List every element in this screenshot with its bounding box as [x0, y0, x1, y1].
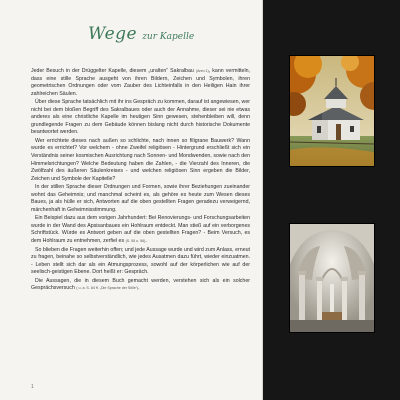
paragraph-reference: (S. 55 u. 56)	[125, 239, 146, 244]
paragraph-text-tail: , kann vermitteln, dass eine stille Sprache ausgeht von ihren Bildern, Zeichen und Symbolen, ihren geometrischen Ordnungen oder vom Zauber des Lichteinfalls in den Heiligen Hain ihrer zahlreichen Säulen.	[31, 68, 250, 97]
body-paragraph	[31, 138, 250, 183]
paragraph-text-tail: .	[145, 238, 147, 245]
chapter-title-rest: zur Kapelle	[142, 32, 195, 42]
paragraph-text-tail: .	[138, 285, 140, 292]
body-paragraph	[31, 215, 250, 245]
page-number: 1	[31, 384, 34, 390]
body-paragraph	[31, 68, 250, 98]
paragraph-text: Ein Beispiel dazu aus dem vorigen Jahrhundert: Bei Renovierungs- und Forschungsarbeiten wurde in der Wand des Apsisanbaues ein Hohlraum entdeckt. Man stieß auf ein verborgenes Schriftstück. Würde es Antwort geben auf die oben gestellten Fragen? - Beim Versuch, es dem Hohlraum zu entnehmen, zerfiel es	[31, 215, 250, 245]
paragraph-text: In der stillen Sprache dieser Ordnungen und Formen, sowie ihrer Beziehungen zueinander wohnt das Geheimnis; und manchmal scheint es, als gehöre es heute zum Wesen dieses Baues, ja als hülle er sich, Antworten auf die oben gestellten Fragen geradezu verweigernd, märchenhaft in Geheimnisstimmung.	[31, 184, 250, 213]
paragraph-text: So blieben die Fragen weiterhin offen; und jede Aussage wurde und wird zum Anlass, erneut zu fragen, beinahe so selbstverständlich, wie jedes Ausatmen dazu führt, wieder einzuatmen. - Leben stellt sich dar als ein Atmungsprozess, sowohl auf der körperlichen wie auf der seelisch-geistigen Ebene. Dort heißt er: Gespräch.	[31, 246, 250, 276]
body-text	[31, 68, 250, 294]
paragraph-text: Jeder Besuch in der Drüggelter Kapelle, diesem „uralten“ Sakralbau	[31, 68, 194, 74]
chapel-exterior-photo	[290, 56, 374, 166]
chapel-interior-photo	[290, 224, 374, 332]
chapter-title-main: Wege	[88, 24, 138, 44]
body-paragraph	[31, 99, 250, 137]
chapter-title	[88, 24, 258, 44]
body-paragraph	[31, 247, 250, 277]
paragraph-reference: ( u. a. S. 84 ff. „Die Sprache der Stille“)	[76, 286, 139, 291]
paragraph-text: Über diese Sprache tatsächlich mit ihr ins Gespräch zu kommen, darauf ist angewiesen, wer nicht bei dem bloßen Begriff des Sakralbaues oder auch der Annahme, dieser sei nie etwas anderes als eine christliche Kapelle im heutigen Sinn gewesen, stehenbleiben will, denn grundlegende Fragen zu dem Gebäude können bislang nicht durch historische Dokumente beantwortet werden.	[31, 99, 250, 136]
paragraph-reference: (Anm.1)	[195, 69, 209, 73]
paragraph-text: Die Aussagen, die in diesem Buch gemacht werden, verstehen sich als ein solcher Gesprächsversuch	[31, 277, 250, 292]
body-paragraph	[31, 184, 250, 214]
body-paragraph	[31, 278, 250, 293]
paragraph-text: Wer errichtete dieses nach außen so schlichte, nach innen so filigrane Bauwerk? Wann wurde es errichtet? Vor welchem - ohne Zweifel religiösen - Hintergrund erschließt sich ein Verständnis seiner kosmischen Ausrichtung nach Sonnen- und Mondwenden, sowie nach den Himmelsrichtungen? Welche Bedeutung haben die Zahlen, - die Vierzahl des Inneren, die Zwölfzahl des äußeren Säulenkreises - und welchen religiösen Sinn ergeben die Bilder, Zeichen und Symbole der Kapitelle?	[31, 137, 250, 182]
